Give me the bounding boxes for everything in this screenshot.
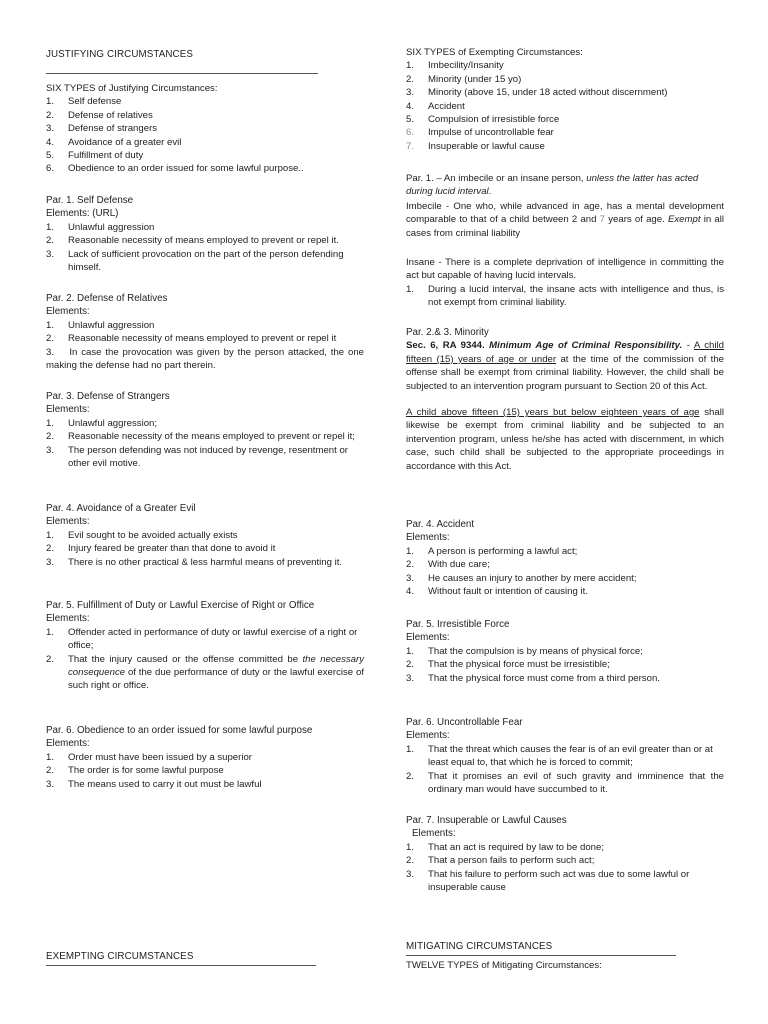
elements-label: Elements:	[46, 738, 90, 750]
list-item: 1. A person is performing a lawful act;	[406, 545, 578, 557]
list-item: 2. Injury feared be greater than that done to avoid it	[46, 543, 276, 555]
elements-label: Elements:	[406, 730, 450, 742]
elements-list	[46, 319, 364, 346]
list-item: 6. Impulse of uncontrollable fear	[406, 127, 554, 139]
list-item: 2. Reasonable necessity of means employed to prevent or repel it.	[46, 235, 339, 247]
par1-imbecility-insanity	[406, 172, 724, 199]
list-item: 3. That his failure to perform such act was due to some lawful or insuperable cause	[406, 868, 690, 894]
elements-list	[46, 751, 364, 791]
list-item: 2. That it promises an evil of such gravity and imminence that the ordinary man would have succumbed to it.	[406, 770, 724, 796]
par5-fulfillment-of-duty	[46, 599, 364, 693]
elements-list	[406, 545, 724, 599]
list-item: 5. Fulfillment of duty	[46, 150, 144, 162]
list-item: 1. Unlawful aggression	[46, 319, 155, 331]
section-title: Par. 5. Irresistible Force	[406, 619, 510, 630]
list-item: 1. That the compulsion is by means of physical force;	[406, 645, 643, 657]
list-item: 1. That an act is required by law to be done;	[406, 841, 604, 853]
exempting-types-intro: SIX TYPES of Exempting Circumstances:	[406, 47, 583, 58]
elements-list	[46, 529, 364, 569]
list-item: 2. Reasonable necessity of the means employed to prevent or repel it;	[46, 431, 355, 443]
list-item: 2. That the injury caused or the offense committed be the necessary consequence of the due performance of duty or the lawful exercise of such right or office.	[46, 653, 365, 692]
elements-label: Elements:	[46, 613, 90, 625]
justifying-section	[46, 48, 364, 74]
list-item: 1. That the threat which causes the fear is of an evil greater than or at least equal to, that which he is forced to commit;	[406, 743, 713, 769]
exempting-heading: EXEMPTING CIRCUMSTANCES	[46, 951, 194, 962]
list-item: 3. He causes an injury to another by mere accident;	[406, 572, 637, 584]
list-item: 1. Offender acted in performance of duty or lawful exercise of a right or office;	[46, 626, 358, 652]
heading-rule	[46, 965, 316, 966]
imbecile-definition: Imbecile - One who, while advanced in age, has a mental development comparable to that of a child between 2 and 7 years of age. Exempt in all cases from criminal liability	[406, 201, 724, 239]
list-item: 3. The person defending was not induced by revenge, resentment or other evil motive.	[46, 444, 348, 470]
list-item: 2. That the physical force must be irresistible;	[406, 659, 610, 671]
justifying-types-intro: SIX TYPES of Justifying Circumstances:	[46, 83, 218, 94]
list-item: 3. That the physical force must come from a third person.	[406, 672, 660, 684]
par5-irresistible-force	[406, 618, 724, 685]
list-item: 2. Defense of relatives	[46, 109, 153, 121]
elements-list	[406, 841, 724, 895]
section-title: Par. 4. Accident	[406, 519, 475, 530]
elements-label: Elements:	[412, 828, 456, 840]
list-item: 3. Defense of strangers	[46, 123, 158, 135]
list-item: 2. With due care;	[406, 559, 490, 571]
elements-list	[46, 417, 364, 471]
list-item: 3. Minority (above 15, under 18 acted without discernment)	[406, 87, 668, 99]
justifying-types-list	[46, 95, 364, 175]
list-item: 3. There is no other practical & less harmful means of preventing it.	[46, 556, 343, 568]
section-title: Par. 5. Fulfillment of Duty or Lawful Exercise of Right or Office	[46, 600, 315, 611]
justifying-types	[46, 82, 364, 176]
par1-text: Par. 1. – An imbecile or an insane person, unless the latter has acted during lucid interval.	[406, 173, 699, 198]
justifying-heading: JUSTIFYING CIRCUMSTANCES	[46, 49, 193, 60]
list-item: 5. Compulsion of irresistible force	[406, 114, 560, 126]
insane-text: Insane - There is a complete deprivation of intelligence in committing the act but capable of having lucid intervals.	[406, 257, 724, 282]
list-item: 3. Lack of sufficient provocation on the part of the person defending himself.	[46, 248, 344, 274]
list-item: 6. Obedience to an order issued for some lawful purpose..	[46, 163, 304, 175]
elements-label: Elements:	[46, 404, 90, 416]
list-item: 2. That a person fails to perform such act;	[406, 855, 595, 867]
list-item: 4. Accident	[406, 100, 465, 112]
elements-label: Elements:	[46, 306, 90, 318]
mitigating-section	[406, 940, 724, 973]
elements-label: Elements: (URL)	[46, 208, 119, 220]
minority-paragraph-2: A child above fifteen (15) years but below eighteen years of age shall likewise be exempt from criminal liability and be subjected to an intervention program, unless he/she has acted with discernment, in which case, such child shall be subjected to the appropriate proceedings in accordance with this Act.	[406, 407, 724, 472]
exempting-types-list	[406, 59, 724, 153]
par6-obedience-to-order	[46, 724, 364, 791]
elements-label: Elements:	[406, 532, 450, 544]
list-item: 2. The order is for some lawful purpose	[46, 765, 224, 777]
elements-label: Elements:	[406, 632, 450, 644]
section-title: Par. 7. Insuperable or Lawful Causes	[406, 815, 567, 826]
insane-list	[406, 283, 724, 310]
par4-avoidance-of-greater-evil	[46, 502, 364, 569]
insane-definition	[406, 256, 724, 310]
par1-self-defense	[46, 194, 364, 274]
elements-list	[406, 645, 724, 685]
list-item: 7. Insuperable or lawful cause	[406, 140, 545, 152]
par7-insuperable-cause	[406, 814, 724, 894]
imbecile-term: Imbecile	[406, 201, 442, 212]
par6-uncontrollable-fear	[406, 716, 724, 796]
heading-rule	[46, 73, 318, 74]
par2-3-minority	[406, 326, 724, 473]
section-title: Par. 6. Uncontrollable Fear	[406, 717, 523, 728]
heading-rule	[406, 955, 676, 956]
list-item: 1. Imbecility/Insanity	[406, 60, 504, 72]
section-title: Par. 3. Defense of Strangers	[46, 391, 170, 402]
list-item: 1. Unlawful aggression;	[46, 417, 158, 429]
list-item: 4. Avoidance of a greater evil	[46, 136, 182, 148]
exempting-section	[46, 950, 364, 966]
insane-term: Insane	[406, 257, 435, 268]
section-title: Par. 1. Self Defense	[46, 195, 134, 206]
par4-accident	[406, 518, 724, 598]
mitigating-heading: MITIGATING CIRCUMSTANCES	[406, 941, 553, 952]
list-item: 1. During a lucid interval, the insane acts with intelligence and thus, is not exempt from criminal liability.	[406, 283, 724, 309]
list-item: 1. Order must have been issued by a superior	[46, 751, 252, 763]
list-item: 4. Without fault or intention of causing it.	[406, 586, 588, 598]
section-title: Par. 4. Avoidance of a Greater Evil	[46, 503, 196, 514]
list-item: 2. Minority (under 15 yo)	[406, 73, 522, 85]
list-item: 1. Self defense	[46, 96, 122, 108]
exempting-types	[406, 46, 724, 153]
section-title: Par. 6. Obedience to an order issued for some lawful purpose	[46, 725, 313, 736]
elements-label: Elements:	[46, 516, 90, 528]
elements-list	[46, 221, 364, 275]
elements-list	[46, 626, 364, 693]
elements-list	[406, 743, 724, 797]
list-item: 1. Unlawful aggression	[46, 221, 155, 233]
section-title: Par. 2. Defense of Relatives	[46, 293, 168, 304]
minority-paragraph-1: Sec. 6, RA 9344. Minimum Age of Criminal Responsibility. - A child fifteen (15) years of age or under at the time of the commission of the offense shall be exempt from criminal liability. However, the child shall be subjected to an intervention program pursuant to Section 20 of this Act.	[406, 340, 724, 392]
list-item: 1. Evil sought to be avoided actually exists	[46, 529, 238, 541]
par2-defense-of-relatives	[46, 292, 364, 372]
section-title: Par. 2.& 3. Minority	[406, 327, 489, 338]
par3-defense-of-strangers	[46, 390, 364, 470]
list-item: 3. The means used to carry it out must be lawful	[46, 778, 262, 790]
list-item-wrapped: 3. In case the provocation was given by the person attacked, the one making the defense had no part therein.	[46, 346, 364, 372]
list-item: 2. Reasonable necessity of means employed to prevent or repel it	[46, 333, 337, 345]
mitigating-intro: TWELVE TYPES of Mitigating Circumstances:	[406, 960, 602, 972]
